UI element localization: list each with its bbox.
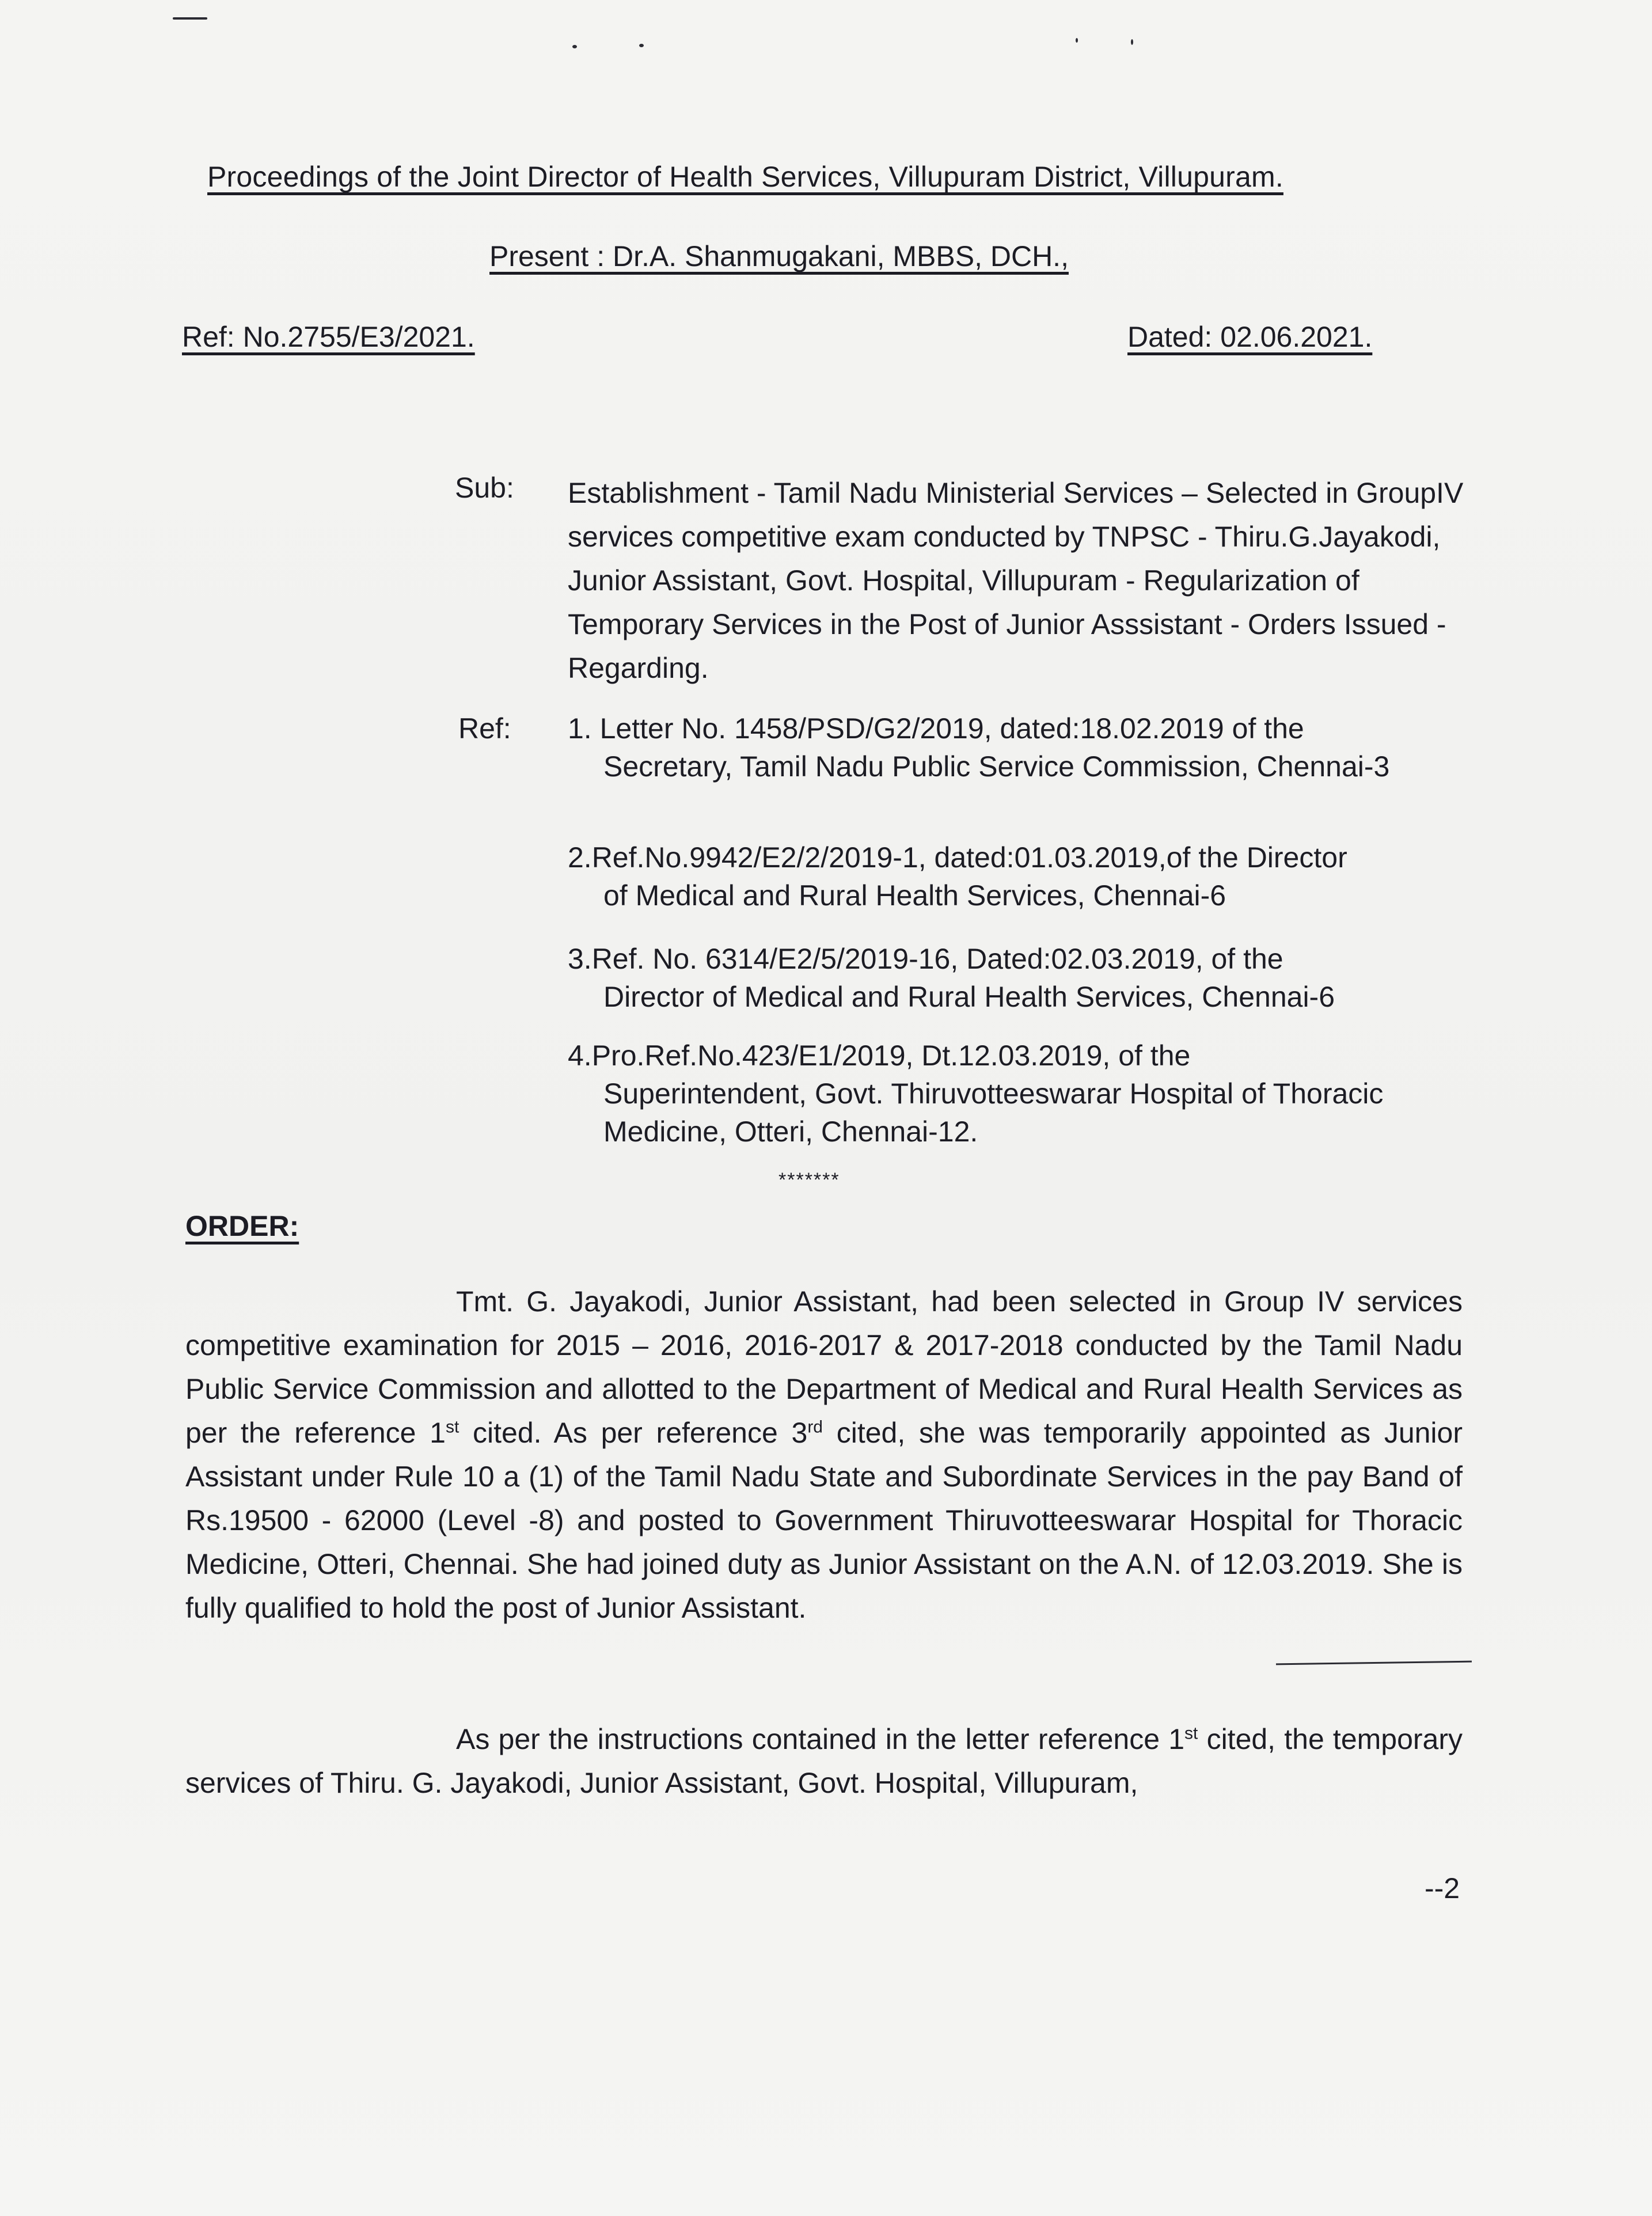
order-paragraph-1 — [185, 1280, 1463, 1630]
reference-rest-2: of Medical and Rural Health Services, Chennai-6 — [603, 879, 1226, 912]
scan-speck — [173, 17, 207, 20]
order-paragraph-2 — [185, 1717, 1463, 1805]
scan-speck — [1131, 39, 1133, 45]
reference-rest-3: Director of Medical and Rural Health Services, Chennai-6 — [603, 981, 1335, 1013]
reference-number-4: 4. — [568, 1039, 592, 1072]
scan-speck — [639, 44, 644, 47]
scan-speck — [572, 45, 577, 48]
reference-line1-2: Ref.No.9942/E2/2/2019-1, dated:01.03.2019,of the Director — [591, 841, 1347, 874]
paragraph-1-part-1: Tmt. G. Jayakodi, Junior Assistant, had been selected in Group IV services competitive examination for 2015 – 2016, 2016-2017 & 2017-2018 conducted by the Tamil Nadu Public Service Commission and allotted to the Department of Medical and Rural Health Services as per the reference 1 — [185, 1285, 1463, 1449]
reference-item-1 — [568, 709, 1466, 786]
reference-line1-3: Ref. No. 6314/E2/5/2019-16, Dated:02.03.2019, of the — [591, 943, 1283, 975]
reference-item-2 — [568, 838, 1466, 915]
subject-label: Sub: — [455, 472, 514, 504]
scan-speck — [1076, 38, 1078, 43]
subject-text: Establishment - Tamil Nadu Ministerial Services – Selected in GroupIV services competitive exam conducted by TNPSC - Thiru.G.Jayakodi, Junior Assistant, Govt. Hospital, Villupuram - Regularization of Temporary Services in the Post of Junior Asssistant - Orders Issued - Regarding. — [568, 477, 1464, 684]
reference-item-3 — [568, 940, 1466, 1016]
reference-number-1: 1. — [568, 712, 592, 745]
paragraph-1-part-2: cited. As per reference 3 — [459, 1417, 808, 1449]
reference-item-4 — [568, 1037, 1466, 1151]
next-page-indicator: --2 — [1425, 1872, 1460, 1904]
reference-rest-1: Secretary, Tamil Nadu Public Service Commission, Chennai-3 — [603, 750, 1390, 783]
reference-line1-4: Pro.Ref.No.423/E1/2019, Dt.12.03.2019, of the — [591, 1039, 1191, 1072]
signature-stroke — [1276, 1661, 1472, 1665]
section-separator: ******* — [778, 1169, 840, 1191]
reference-rest-4: Superintendent, Govt. Thiruvotteeswarar Hospital of Thoracic Medicine, Otteri, Chennai-12. — [603, 1077, 1384, 1148]
paragraph-2-sup-1: st — [1184, 1724, 1198, 1743]
document-title: Proceedings of the Joint Director of Health Services, Villupuram District, Villupuram. — [207, 161, 1283, 193]
paragraph-1-part-3: cited, she was temporarily appointed as Junior Assistant under Rule 10 a (1) of the Tamil Nadu State and Subordinate Services in the pay Band of Rs.19500 - 62000 (Level -8) and posted to Government Thiruvotteeswarar Hospital for Thoracic Medicine, Otteri, Chennai. She had joined duty as Junior Assistant on the A.N. of 12.03.2019. She is fully qualified to hold the post of Junior Assistant. — [185, 1417, 1463, 1624]
paragraph-2-part-1: As per the instructions contained in the letter reference 1 — [456, 1723, 1185, 1755]
presiding-officer: Present : Dr.A. Shanmugakani, MBBS, DCH., — [489, 240, 1069, 272]
paragraph-2-part-2: cited, the temporary services of Thiru. G. Jayakodi, Junior Assistant, Govt. Hospital, Villupuram, — [185, 1723, 1463, 1799]
paragraph-1-sup-1: st — [445, 1417, 459, 1437]
reference-line1-1: Letter No. 1458/PSD/G2/2019, dated:18.02.2019 of the — [599, 712, 1304, 745]
order-heading: ORDER: — [185, 1210, 299, 1242]
paragraph-1-sup-2: rd — [807, 1417, 823, 1437]
reference-number: Ref: No.2755/E3/2021. — [182, 321, 475, 353]
document-date: Dated: 02.06.2021. — [1127, 321, 1373, 353]
reference-number-3: 3. — [568, 943, 592, 975]
references-label: Ref: — [458, 712, 511, 745]
reference-number-2: 2. — [568, 841, 592, 874]
